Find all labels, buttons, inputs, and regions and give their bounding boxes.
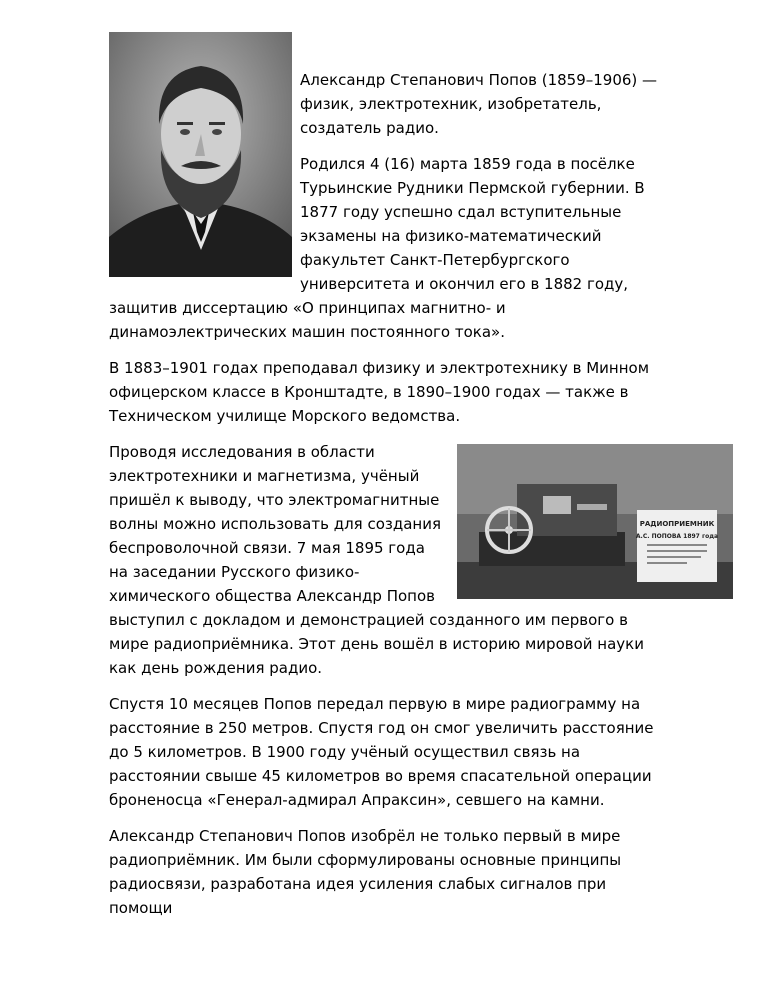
paragraph-radiogram: Спустя 10 месяцев Попов передал первую в мире радиограмму на расстояние в 250 метров. Спустя год он смог увеличить расстояние до 5 километров. В 1900 году учёный осуществил связь на расстоянии свыше 45 километров во время спасательной операции броненосца «Генерал-адмирал Апраксин», севшего на камни.	[109, 695, 654, 809]
paragraph-teaching: В 1883–1901 годах преподавал физику и электротехнику в Минном офицерском классе в Кронштадте, в 1890–1900 годах — также в Техническом училище Морского ведомства.	[109, 359, 650, 425]
paragraph-inventions: Александр Степанович Попов изобрёл не только первый в мире радиоприёмник. Им были сформулированы основные принципы радиосвязи, разработана идея усиления слабых сигналов при помощи	[109, 827, 622, 917]
paragraph-biography: Родился 4 (16) марта 1859 года в посёлке Турьинские Рудники Пермской губернии. В 1877 году успешно сдал вступительные экзамены на физико-математический факультет Санкт-Петербургского университета и окончил его в 1882 году, защитив диссертацию «О принципах магнитно- и динамоэлектрических машин постоянного тока».	[109, 155, 645, 341]
radio-receiver-photo	[457, 444, 733, 599]
document-page	[109, 32, 719, 932]
portrait-photo	[109, 32, 292, 277]
paragraph-research: Проводя исследования в области электротехники и магнетизма, учёный пришёл к выводу, что электромагнитные волны можно использовать для создания беспроволочной связи. 7 мая 1895 года на заседании Русского физико-химического общества Александр Попов выступил с докладом и демонстрацией созданного им первого в мире радиоприёмника. Этот день вошёл в историю мировой науки как день рождения радио.	[109, 443, 644, 677]
sign-subtitle: А.С. ПОПОВА 1897 года	[635, 533, 719, 540]
sign-title: РАДИОПРИЕМНИК	[639, 520, 715, 528]
paragraph-intro: Александр Степанович Попов (1859–1906) — физик, электротехник, изобретатель, создатель радио.	[300, 71, 658, 137]
